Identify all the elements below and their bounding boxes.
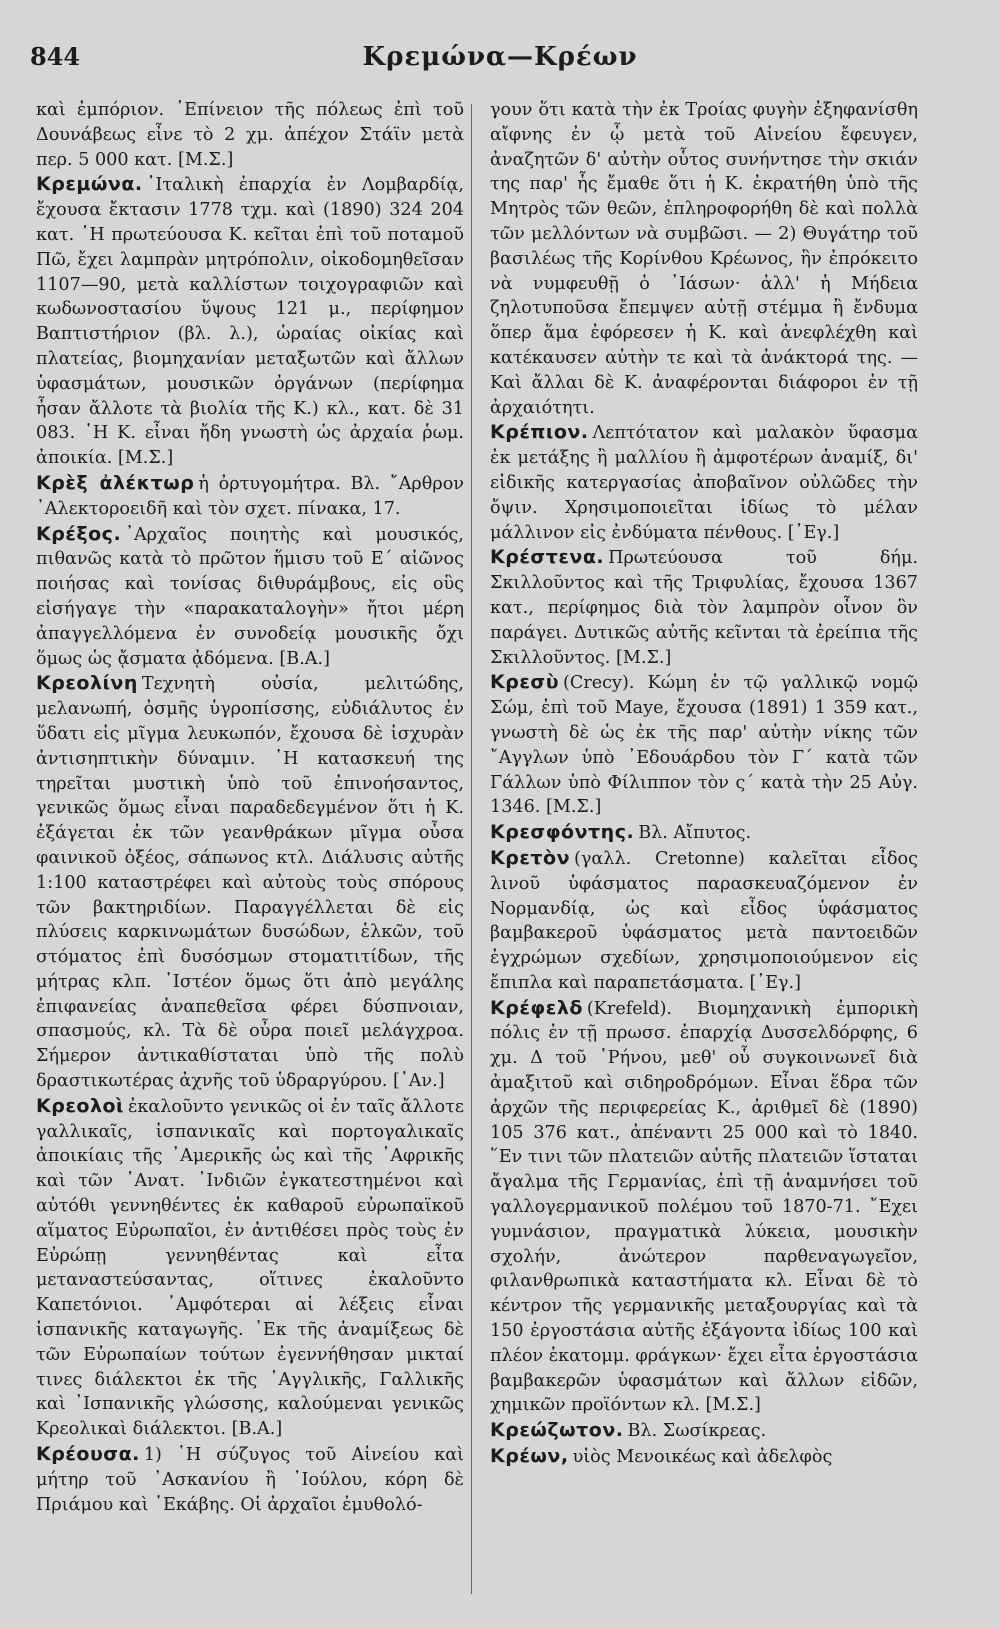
entry-text: (Crecy). Κώμη ἐν τῷ γαλλικῷ νομῷ Σώμ, ἐπὶ τοῦ Maye, ἔχουσα (1891) 1 359 κατ., γνωστὴ δὲ ὡς ἐκ τῆς παρ' αὐτὴν νίκης τῶν ῎Αγγλων ὑπὸ ᾿Εδουάρδου τὸν Γ´ κατὰ τῶν Γάλλων ὑπὸ Φίλιππον τὸν ς´ κατὰ τὴν 25 Αὐγ. 1346. [Μ.Σ.] (490, 673, 918, 818)
entry-text: Βλ. Σωσίκρεας. (627, 1421, 767, 1442)
entry-text: ἡ ὀρτυγομήτρα. Βλ. ῎Αρθρον ᾿Αλεκτοροειδῆ καὶ τὸν σχετ. πίνακα, 17. (36, 473, 464, 519)
dictionary-entry (490, 670, 918, 820)
dictionary-entry (36, 671, 464, 1094)
entry-headword: Κρεολοὶ (36, 1094, 124, 1117)
dictionary-entry (490, 420, 918, 545)
entry-headword: Κρεσὺ (490, 671, 560, 694)
entry-headword: Κρετὸν (490, 846, 571, 869)
dictionary-entry (490, 996, 918, 1419)
running-head: Κρεμώνα—Κρέων (362, 42, 638, 72)
entry-headword: Κρέουσα. (36, 1443, 140, 1466)
entry-headword: Κρέων, (490, 1445, 569, 1468)
entry-text: καὶ ἐμπόριον. ᾿Επίνειον τῆς πόλεως ἐπὶ τοῦ Δουνάβεως εἶνε τὸ 2 χμ. ἀπέχον Στάϊν μετὰ περ. 5 000 κατ. [Μ.Σ.] (36, 100, 464, 170)
entry-text: ᾿Ιταλικὴ ἐπαρχία ἐν Λομβαρδίᾳ, ἔχουσα ἔκτασιν 1778 τχμ. καὶ (1890) 324 204 κατ. ῾Η πρωτεύουσα Κ. κεῖται ἐπὶ τοῦ ποταμοῦ Πῶ, ἔχει λαμπρὰν μητρόπολιν, οἰκοδομηθεῖσαν 1107—90, μετὰ καλλίστων τοιχογραφιῶν καὶ κωδωνοστασίου ὕψους 121 μ., περίφημον Βαπτιστήριον (βλ. λ.), ὡραίας οἰκίας καὶ πλατείας, βιομηχανίαν μεταξωτῶν καὶ ἄλλων ὑφασμάτων, μουσικῶν ὀργάνων (περίφημα ἦσαν ἄλλοτε τὰ βιολία τῆς Κ.) κλ., κατ. δὲ 31 083. ῾Η Κ. εἶναι ἤδη γνωστὴ ὡς ἀρχαία ῥωμ. ἀποικία. [Μ.Σ.] (36, 175, 464, 469)
entry-headword: Κρεολίνη (36, 672, 138, 695)
page-header (30, 40, 970, 80)
dictionary-entry (36, 522, 464, 672)
dictionary-entry (490, 1418, 918, 1444)
entry-text: υἱὸς Μενοικέως καὶ ἀδελφὸς (572, 1447, 833, 1468)
entry-text: ἐκαλοῦντο γενικῶς οἱ ἐν ταῖς ἄλλοτε γαλλικαῖς, ἱσπανικαῖς καὶ πορτογαλικαῖς ἀποικίαις τῆς ᾿Αμερικῆς ὡς καὶ τῆς ᾿Αφρικῆς καὶ τῶν ᾿Ανατ. ᾿Ινδιῶν ἐγκατεστημένοι καὶ αὐτόθι γεννηθέντες ἐκ καθαροῦ εὐρωπαϊκοῦ αἵματος Εὐρωπαῖοι, ἐν ἀντιθέσει πρὸς τοὺς ἐν Εὐρώπῃ γεννηθέντας καὶ εἶτα μεταναστεύσαντας, οἵτινες ἐκαλοῦντο Καπετόνιοι. ᾿Αμφότεραι αἱ λέξεις εἶναι ἱσπανικῆς καταγωγῆς. ᾿Εκ τῆς ἀναμίξεως δὲ τῶν Εὐρωπαίων τούτων ἐγεννήθησαν μικταί τινες διάλεκτοι ἐκ τῆς ᾿Αγγλικῆς, Γαλλικῆς καὶ ᾿Ισπανικῆς γλώσσης, καλούμεναι γενικῶς Κρεολικαὶ διάλεκτοι. [Β.Α.] (36, 1096, 464, 1440)
entry-headword: Κρέστενα. (490, 546, 605, 569)
dictionary-entry (36, 98, 464, 172)
page-number: 844 (30, 42, 81, 71)
dictionary-entry (490, 820, 918, 846)
entry-headword: Κρεώζωτον. (490, 1419, 624, 1442)
entry-headword: Κρέπιον. (490, 421, 589, 444)
column-divider (471, 104, 472, 1594)
entry-text: 1) ῾Η σύζυγος τοῦ Αἰνείου καὶ μήτηρ τοῦ ᾿Ασκανίου ἢ ᾿Ιούλου, κόρη δὲ Πριάμου καὶ ῾Εκάβης. Οἱ ἀρχαῖοι ἐμυθολό- (36, 1445, 464, 1515)
dictionary-entry (36, 471, 464, 522)
entry-text: Βλ. Αἴπυτος. (638, 823, 752, 844)
dictionary-entry (490, 545, 918, 670)
dictionary-entry (490, 98, 918, 420)
dictionary-entry (36, 1442, 464, 1517)
entry-text: Τεχνητὴ οὐσία, μελιτώδης, μελανωπή, ὀσμῆς ὑγροπίσσης, εὐδιάλυτος ἐν ὕδατι εἰς μῖγμα λευκωπόν, ἔχουσα δὲ ἰσχυρὰν ἀντισηπτικὴν δύναμιν. ῾Η κατασκευή της τηρεῖται μυστικὴ ὑπὸ τοῦ ἐπινοήσαντος, γενικῶς ὅμως εἶναι παραδεδεγμένον ὅτι ἡ Κ. ἐξάγεται ἐκ τῶν γεανθράκων μῖγμα οὖσα φαινικοῦ ὀξέος, σάπωνος κτλ. Διάλυσις αὐτῆς 1:100 καταστρέφει καὶ αὐτοὺς τοὺς σπόρους τῶν βακτηριδίων. Παραγγέλλεται δὲ εἰς πλύσεις καρκινωμάτων δυσώδων, ἑλκῶν, τοῦ στόματος ἐπὶ δυσόσμων στοματιτίδων, τῆς μήτρας κλπ. ᾿Ιστέον ὅμως ὅτι ἀπὸ μεγάλης ἐπιφανείας ἀναπεθεῖσα φέρει δύσπνοιαν, σπασμούς, κλ. Τὰ δὲ οὖρα ποιεῖ μελάγχροα. Σήμερον ἀντικαθίσταται ὑπὸ τῆς πολὺ δραστικωτέρας ἀχνῆς τοῦ ὑδραργύρου. [᾿Αν.] (36, 674, 464, 1092)
entry-headword: Κρεμώνα. (36, 173, 143, 196)
entry-headword: Κρέφελδ (490, 996, 583, 1019)
left-column (36, 98, 464, 1598)
dictionary-entry (490, 846, 918, 996)
entry-text: γουν ὅτι κατὰ τὴν ἐκ Τροίας φυγὴν ἐξηφανίσθη αἴφνης ἐν ᾧ μετὰ τοῦ Αἰνείου ἔφευγεν, ἀναζητῶν δ' αὐτὴν οὗτος συνήντησε τὴν σκιάν της παρ' ἧς ἔμαθε ὅτι ἡ Κ. ἐκρατήθη ὑπὸ τῆς Μητρὸς τῶν θεῶν, ἐπληροφορήθη δὲ καὶ πολλὰ τῶν μελλόντων νὰ συμβῶσι. — 2) Θυγάτηρ τοῦ βασιλέως τῆς Κορίνθου Κρέωνος, ἣν ἐπρόκειτο νὰ νυμφευθῇ ὁ ᾿Ιάσων· ἀλλ' ἡ Μήδεια ζηλοτυποῦσα ἔπεμψεν αὐτῇ στέμμα ἢ ἔνδυμα ὅπερ ἅμα ἐφόρεσεν ἡ Κ. καὶ ἀνεφλέχθη καὶ κατέκαυσεν αὐτὴν τε καὶ τὰ ἀνάκτορά της. — Καὶ ἄλλαι δὲ Κ. ἀναφέρονται διάφοροι ἐν τῇ ἀρχαιότητι. (490, 100, 918, 418)
entry-text: (γαλλ. Cretonne) καλεῖται εἶδος λινοῦ ὑφάσματος παρασκευαζόμενον ἐν Νορμανδίᾳ, ὡς καὶ εἶδος ὑφάσματος βαμβακεροῦ ὑφάσματος μετὰ παντοειδῶν ἐγχρώμων σχεδίων, χρησιμοποιούμενον εἰς ἔπιπλα καὶ παραπετάσματα. [᾿Εγ.] (490, 848, 918, 993)
entry-text: ᾿Αρχαῖος ποιητὴς καὶ μουσικός, πιθανῶς κατὰ τὸ πρῶτον ἥμισυ τοῦ Ε´ αἰῶνος ποιήσας καὶ τονίσας διθυράμβους, εἰς οὓς εἰσήγαγε τὴν «παρακαταλογὴν» ἤτοι μέρη ἀπαγγελλόμενα ἐν συνοδείᾳ μουσικῆς ὄχι ὅμως ὡς ᾄσματα ᾀδόμενα. [Β.Α.] (36, 524, 464, 669)
entry-text: Πρωτεύουσα τοῦ δήμ. Σκιλλοῦντος καὶ τῆς Τριφυλίας, ἔχουσα 1367 κατ., περίφημος διὰ τὸν λαμπρὸν οἶνον ὃν παράγει. Δυτικῶς αὐτῆς κεῖνται τὰ ἐρείπια τῆς Σκιλλοῦντος. [Μ.Σ.] (490, 548, 918, 668)
dictionary-entry (490, 1444, 918, 1470)
entry-headword: Κρεσφόντης. (490, 821, 635, 844)
entry-headword: Κρὲξ ἀλέκτωρ (36, 471, 195, 494)
entry-headword: Κρέξος. (36, 522, 122, 545)
right-column (490, 98, 918, 1598)
entry-text: (Krefeld). Βιομηχανικὴ ἐμπορικὴ πόλις ἐν τῇ πρωσσ. ἐπαρχίᾳ Δυσσελδόρφης, 6 χμ. Δ τοῦ ῾Ρήνου, μεθ' οὗ συγκοινωνεῖ διὰ ἀμαξιτοῦ καὶ σιδηροδρόμων. Εἶναι ἕδρα τῶν ἀρχῶν τῆς περιφερείας Κ., ἀριθμεῖ δὲ (1890) 105 376 κατ., ἀπέναντι 25 000 καὶ τὸ 1840. ῞Εν τινι τῶν πλατειῶν αὐτῆς πλατειῶν ἵσταται ἄγαλμα τῆς Γερμανίας, ἐπὶ τῇ ἀναμνήσει τοῦ γαλλογερμανικοῦ πολέμου τοῦ 1870-71. ῎Εχει γυμνάσιον, πραγματικὰ λύκεια, μουσικὴν σχολήν, ἀνώτερον παρθεναγωγεῖον, φιλανθρωπικὰ καταστήματα κλ. Εἶναι δὲ τὸ κέντρον τῆς γερμανικῆς μεταξουργίας καὶ τὰ 150 ἐργοστάσια αὐτῆς ἐξάγοντα ἰδίως 100 καὶ πλέον ἑκατομμ. φράγκων· ἔχει εἶτα ἐργοστάσια βαμβακερῶν ὑφασμάτων καὶ ἄλλων εἰδῶν, χημικῶν προϊόντων κλ. [Μ.Σ.] (490, 998, 918, 1416)
dictionary-entry (36, 172, 464, 471)
entry-text: Λεπτότατον καὶ μαλακὸν ὕφασμα ἐκ μετάξης ἢ μαλλίου ἢ ἀμφοτέρων ἀναμίξ, δι' εἰδικῆς κατεργασίας ἀποβαῖνον οὐλῶδες τὴν ὄψιν. Χρησιμοποιεῖται ἰδίως τὸ μέλαν μάλλινον εἰς ἐνδύματα πένθους. [᾿Εγ.] (490, 423, 918, 543)
dictionary-entry (36, 1094, 464, 1442)
